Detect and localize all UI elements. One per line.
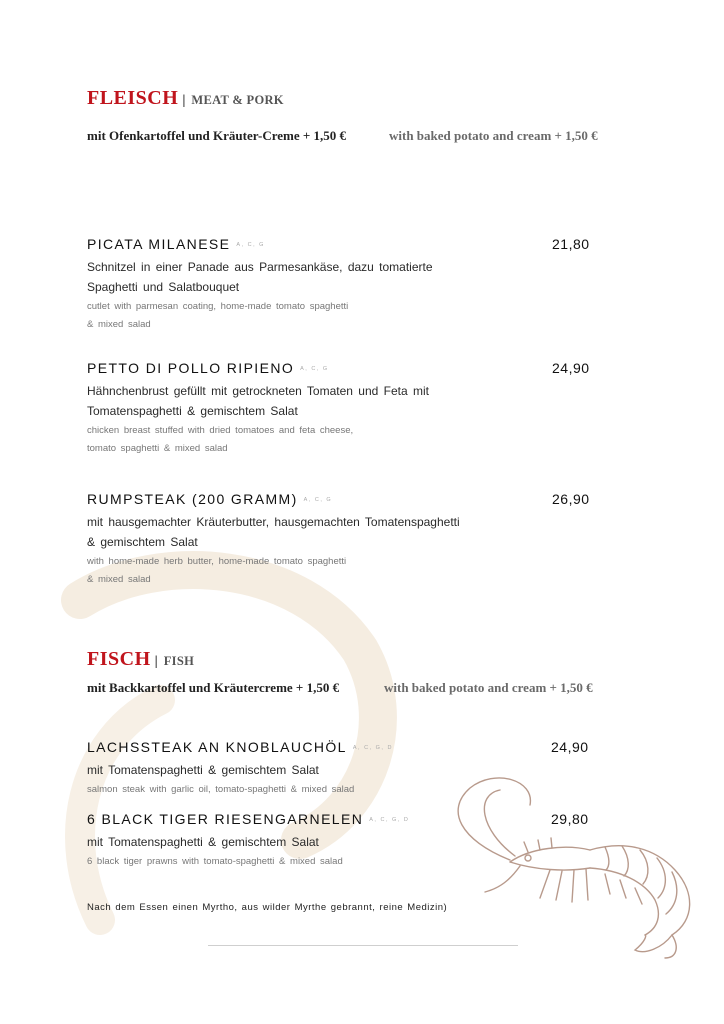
menu-item-rumpsteak — [87, 491, 607, 589]
item-description-en-line2: & mixed salad — [87, 319, 151, 330]
allergen-codes: A, C, G, D — [352, 745, 393, 752]
meat-section-separator: | — [182, 93, 186, 108]
allergen-codes: A, C, G — [303, 497, 333, 504]
fish-section-header — [87, 648, 194, 671]
item-description-en-line2: & mixed salad — [87, 574, 151, 585]
item-description-en-line1: chicken breast stuffed with dried tomatoes and feta cheese, — [87, 425, 354, 436]
item-description-de-line1: Schnitzel in einer Panade aus Parmesankäse, dazu tomatierte — [87, 260, 433, 274]
item-price: 29,80 — [551, 811, 589, 827]
fish-sides-de: mit Backkartoffel und Kräutercreme + 1,50 € — [87, 680, 340, 695]
allergen-codes: A, C, G — [236, 242, 265, 249]
item-description-en-line1: cutlet with parmesan coating, home-made tomato spaghetti — [87, 301, 349, 312]
item-description-en: salmon steak with garlic oil, tomato-spaghetti & mixed salad — [87, 784, 355, 795]
shrimp-illustration — [440, 770, 724, 960]
item-description-de-line2: & gemischtem Salat — [87, 535, 198, 549]
fish-sides-note — [87, 680, 593, 696]
menu-item-picata-milanese — [87, 236, 607, 334]
meat-section-title: FLEISCH — [87, 87, 179, 109]
item-name: LACHSSTEAK AN KNOBLAUCHÖL — [87, 739, 347, 755]
meat-section-subtitle: MEAT & PORK — [191, 93, 284, 107]
fish-section-subtitle: FISH — [163, 654, 195, 668]
fish-section-separator: | — [154, 654, 158, 669]
item-name: RUMPSTEAK (200 GRAMM) — [87, 491, 298, 507]
allergen-codes: A, C, G — [300, 366, 329, 373]
item-description-en-line2: tomato spaghetti & mixed salad — [87, 443, 228, 454]
fish-section-title: FISCH — [87, 648, 151, 670]
item-name: 6 BLACK TIGER RIESENGARNELEN — [87, 811, 364, 827]
meat-section-header — [87, 87, 284, 110]
item-description-de-line2: Tomatenspaghetti & gemischtem Salat — [87, 404, 298, 418]
item-price: 26,90 — [552, 491, 590, 507]
item-description-de-line2: Spaghetti und Salatbouquet — [87, 280, 240, 294]
item-description-de-line1: mit hausgemachter Kräuterbutter, hausgemachten Tomatenspaghetti — [87, 515, 460, 529]
footer-note: Nach dem Essen einen Myrtho, aus wilder Myrthe gebrannt, reine Medizin) — [87, 902, 448, 913]
allergen-codes: A, C, G, D — [369, 817, 410, 824]
item-description-de: mit Tomatenspaghetti & gemischtem Salat — [87, 763, 319, 777]
menu-item-petto-di-pollo-ripieno — [87, 360, 607, 458]
item-description-de: mit Tomatenspaghetti & gemischtem Salat — [87, 835, 319, 849]
meat-sides-en: with baked potato and cream + 1,50 € — [389, 128, 598, 143]
item-description-en-line1: with home-made herb butter, home-made tomato spaghetti — [87, 556, 347, 567]
item-name: PICATA MILANESE — [87, 236, 231, 252]
item-price: 24,90 — [551, 739, 589, 755]
fish-sides-en: with baked potato and cream + 1,50 € — [384, 680, 593, 695]
item-name: PETTO DI POLLO RIPIENO — [87, 360, 295, 376]
item-description-de-line1: Hähnchenbrust gefüllt mit getrockneten Tomaten und Feta mit — [87, 384, 429, 398]
item-price: 21,80 — [552, 236, 590, 252]
meat-sides-note — [87, 128, 598, 144]
meat-sides-de: mit Ofenkartoffel und Kräuter-Creme + 1,50 € — [87, 128, 347, 143]
item-description-en: 6 black tiger prawns with tomato-spaghetti & mixed salad — [87, 856, 343, 867]
item-price: 24,90 — [552, 360, 590, 376]
